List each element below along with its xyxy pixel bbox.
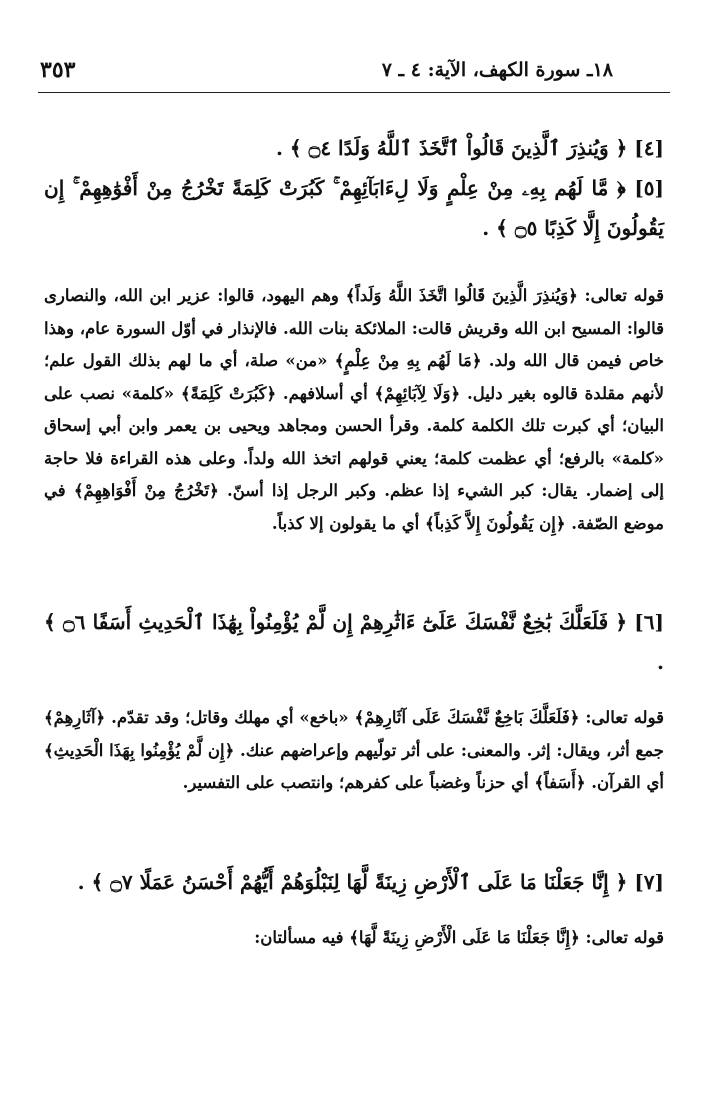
header-divider xyxy=(38,92,670,93)
verse-7: [٧] ﴿ إِنَّا جَعَلْنَا مَا عَلَى ٱلْأَرْضِ زِينَةً لَّهَا لِنَبْلُوَهُمْ أَيُّهُمْ أَحْسَنُ عَمَلًا ۝٧ ﴾ . xyxy=(77,869,664,894)
running-title: ١٨ـ سورة الكهف، الآية: ٤ ـ ٧ xyxy=(381,59,613,81)
commentary-verses-4-5: قوله تعالى: ﴿وَيُنذِرَ الَّذِينَ قَالُوا اتَّخَذَ اللَّهُ وَلَداً﴾ وهم اليهود، قالوا: عزير ابن الله، والنصارى قالوا: المسيح ابن الله وقريش قالت: الملائكة بنات الله. فالإنذار في أوّل السورة عام، وهذا خاص فيمن قال الله ولد. ﴿مَا لَهُم بِهِ مِنْ عِلْمٍ﴾ «من» صلة، أي ما لهم بذلك القول علم؛ لأنهم مقلدة قالوه بغير دليل. ﴿وَلَا لِآبَائِهِمْ﴾ أي أسلافهم. ﴿كَبُرَتْ كَلِمَةً﴾ «كلمة» نصب على البيان؛ أي كبرت تلك الكلمة كلمة. وقرأ الحسن ومجاهد ويحيى بن يعمر وابن أبي إسحاق «كلمة» بالرفع؛ أي عظمت كلمة؛ يعني قولهم اتخذ الله ولداً. وعلى هذه القراءة فلا حاجة إلى إضمار. يقال: كبر الشيء إذا عظم. وكبر الرجل إذا أسنّ. ﴿تَخْرُجُ مِنْ أَفْوَاهِهِمْ﴾ في موضع الصّفة. ﴿إِن يَقُولُونَ إِلاَّ كَذِباً﴾ أي ما يقولون إلا كذباً. xyxy=(44,286,664,533)
verse-5: [٥] ﴿ مَّا لَهُم بِهِۦ مِنْ عِلْمٍ وَلَا لِءَابَآئِهِمْ ۚ كَبُرَتْ كَلِمَةً تَخْرُجُ مِنْ أَفْوَٰهِهِمْ ۚ إِن يَقُولُونَ إِلَّا كَذِبًا ۝٥ ﴾ . xyxy=(44,176,664,240)
commentary-verse-7: قوله تعالى: ﴿إِنَّا جَعَلْنَا مَا عَلَى الْأَرْضِ زِينَةً لَّهَا﴾ فيه مسألتان: xyxy=(254,927,664,947)
verse-6: [٦] ﴿ فَلَعَلَّكَ بَٰخِعٌ نَّفْسَكَ عَلَىٰٓ ءَاثَٰرِهِمْ إِن لَّمْ يُؤْمِنُواْ بِهَٰذَا ٱلْحَدِيثِ أَسَفًا ۝٦ ﴾ . xyxy=(44,610,664,674)
commentary-verse-6: قوله تعالى: ﴿فَلَعَلَّكَ بَاخِعٌ نَّفْسَكَ عَلَى آثَارِهِمْ﴾ «باخع» أي مهلك وقاتل؛ وقد تقدّم. ﴿آثَارِهِمْ﴾ جمع أثر، ويقال: إثر. والمعنى: على أثر تولّيهم وإعراضهم عنك. ﴿إِن لَّمْ يُؤْمِنُوا بِهَذَا الْحَدِيثِ﴾ أي القرآن. ﴿أَسَفاً﴾ أي حزناً وغضباً على كفرهم؛ وانتصب على التفسير. xyxy=(44,708,664,792)
page-header xyxy=(40,52,668,88)
page-body xyxy=(44,128,664,954)
verse-4: [٤] ﴿ وَيُنذِرَ ٱلَّذِينَ قَالُواْ ٱتَّخَذَ ٱللَّهُ وَلَدًا ۝٤ ﴾ . xyxy=(276,136,664,160)
page-number: ٣٥٣ xyxy=(40,57,76,83)
